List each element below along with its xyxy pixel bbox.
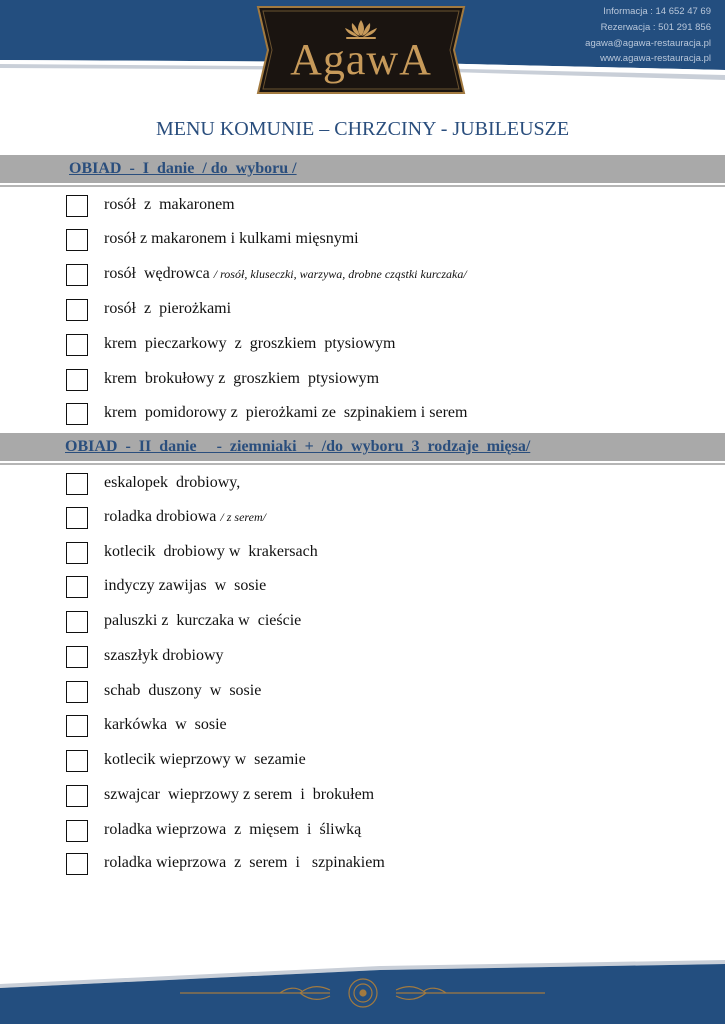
menu-item-label: roladka drobiowa / z serem/ bbox=[104, 508, 266, 525]
menu-checkbox[interactable] bbox=[66, 229, 88, 251]
menu-checkbox[interactable] bbox=[66, 715, 88, 737]
menu-item-label: paluszki z kurczaka w cieście bbox=[104, 612, 302, 629]
menu-item-label: roladka wieprzowa z serem i szpinakiem bbox=[104, 854, 385, 871]
menu-item-label: rosół wędrowca / rosół, kluseczki, warzywa, drobne cząstki kurczaka/ bbox=[104, 265, 467, 282]
section-title-first-course: OBIAD - I danie / do wyboru / bbox=[69, 160, 297, 177]
menu-checkbox[interactable] bbox=[66, 820, 88, 842]
menu-item-label: krem pieczarkowy z groszkiem ptysiowym bbox=[104, 335, 396, 352]
menu-item-label: schab duszony w sosie bbox=[104, 682, 262, 699]
menu-checkbox[interactable] bbox=[66, 299, 88, 321]
menu-checkbox[interactable] bbox=[66, 403, 88, 425]
contact-phone-info: Informacja : 14 652 47 69 bbox=[603, 6, 711, 17]
brand-name: AgawA bbox=[290, 35, 432, 84]
menu-item-label: szwajcar wieprzowy z serem i brokułem bbox=[104, 786, 375, 803]
menu-checkbox[interactable] bbox=[66, 681, 88, 703]
menu-checkbox[interactable] bbox=[66, 195, 88, 217]
contact-website[interactable]: www.agawa-restauracja.pl bbox=[600, 53, 711, 64]
menu-item-label: rosół z pierożkami bbox=[104, 300, 232, 317]
menu-checkbox[interactable] bbox=[66, 785, 88, 807]
menu-checkbox[interactable] bbox=[66, 473, 88, 495]
section-title-second-course: OBIAD - II danie - ziemniaki + /do wyboru 3 rodzaje mięsa/ bbox=[65, 438, 531, 455]
menu-checkbox[interactable] bbox=[66, 542, 88, 564]
menu-checkbox[interactable] bbox=[66, 576, 88, 598]
menu-item-label: roladka wieprzowa z mięsem i śliwką bbox=[104, 821, 362, 838]
menu-checkbox[interactable] bbox=[66, 646, 88, 668]
menu-checkbox[interactable] bbox=[66, 611, 88, 633]
menu-item-label: kotlecik wieprzowy w sezamie bbox=[104, 751, 306, 768]
page-title: MENU KOMUNIE – CHRZCINY - JUBILEUSZE bbox=[155, 118, 570, 140]
footer-banner bbox=[0, 950, 725, 1024]
menu-item-label: indyczy zawijas w sosie bbox=[104, 577, 267, 594]
contact-phone-reservation: Rezerwacja : 501 291 856 bbox=[600, 22, 711, 33]
menu-item-label: rosół z makaronem bbox=[104, 196, 235, 213]
menu-item-label: krem pomidorowy z pierożkami ze szpinakiem i serem bbox=[104, 404, 468, 421]
menu-checkbox[interactable] bbox=[66, 369, 88, 391]
menu-item-label: karkówka w sosie bbox=[104, 716, 227, 733]
menu-item-label: kotlecik drobiowy w krakersach bbox=[104, 543, 318, 560]
menu-checkbox[interactable] bbox=[66, 264, 88, 286]
menu-item-label: eskalopek drobiowy, bbox=[104, 474, 241, 491]
menu-item-label: rosół z makaronem i kulkami mięsnymi bbox=[104, 230, 359, 247]
contact-email[interactable]: agawa@agawa-restauracja.pl bbox=[585, 38, 711, 49]
menu-item-label: szaszłyk drobiowy bbox=[104, 647, 224, 664]
menu-item-note: / z serem/ bbox=[220, 510, 266, 524]
menu-checkbox[interactable] bbox=[66, 750, 88, 772]
menu-checkbox[interactable] bbox=[66, 334, 88, 356]
menu-item-label: krem brokułowy z groszkiem ptysiowym bbox=[104, 370, 380, 387]
menu-checkbox[interactable] bbox=[66, 507, 88, 529]
menu-checkbox[interactable] bbox=[66, 853, 88, 875]
menu-item-note: / rosół, kluseczki, warzywa, drobne cząstki kurczaka/ bbox=[213, 267, 467, 281]
